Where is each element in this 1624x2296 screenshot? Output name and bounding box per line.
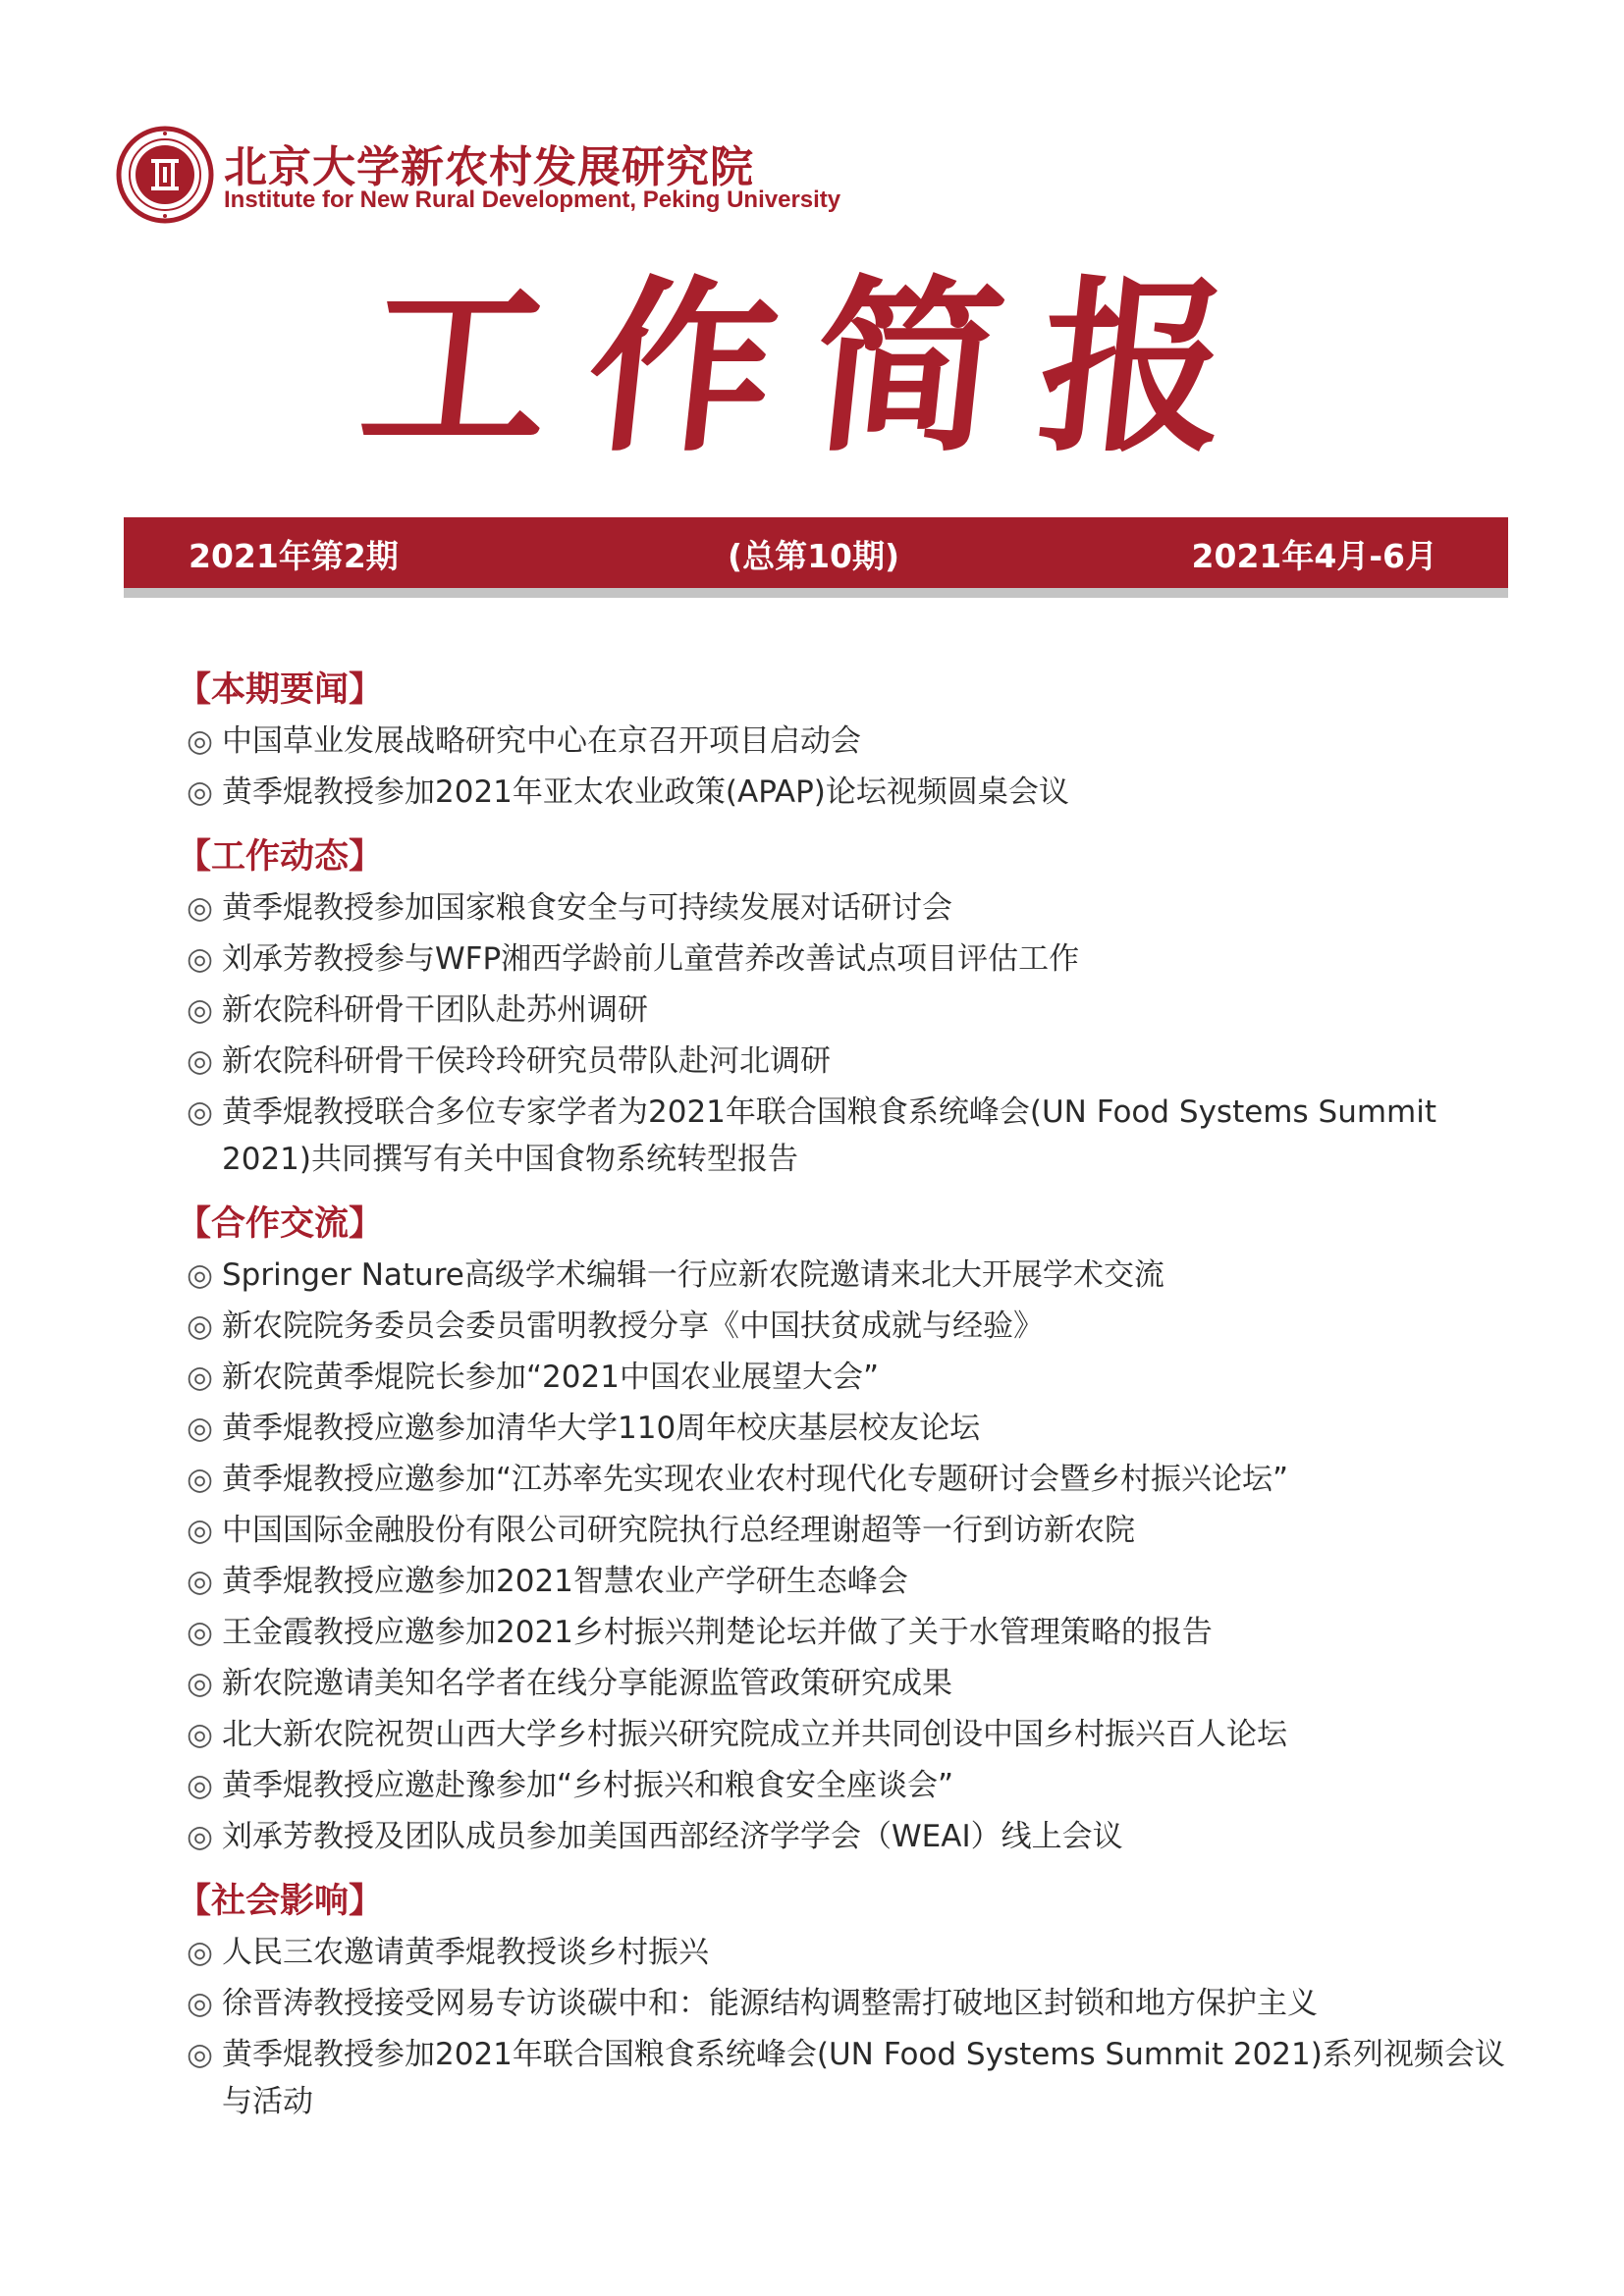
toc-item-text: 黄季焜教授应邀参加清华大学110周年校庆基层校友论坛 bbox=[222, 1411, 981, 1446]
toc-item-text: 刘承芳教授及团队成员参加美国西部经济学学会（WEAI）线上会议 bbox=[222, 1819, 1123, 1854]
bullet-icon: ◎ bbox=[187, 1513, 214, 1548]
bullet-icon: ◎ bbox=[187, 1462, 214, 1497]
section-title: 【合作交流】 bbox=[177, 1204, 384, 1244]
toc-section bbox=[177, 1874, 1522, 2125]
peking-university-seal-icon bbox=[116, 126, 214, 224]
bullet-icon: ◎ bbox=[187, 992, 214, 1028]
toc-item[interactable] bbox=[187, 1980, 1522, 2027]
toc-item[interactable] bbox=[187, 1558, 1522, 1605]
toc-item-text: 黄季焜教授应邀参加2021智慧农业产学研生态峰会 bbox=[222, 1564, 908, 1599]
bullet-icon: ◎ bbox=[187, 1411, 214, 1446]
bullet-icon: ◎ bbox=[187, 2037, 214, 2072]
toc-item-text: Springer Nature高级学术编辑一行应新农院邀请来北大开展学术交流 bbox=[222, 1257, 1164, 1293]
band-shadow bbox=[124, 588, 1508, 598]
section-title: 【工作动态】 bbox=[177, 837, 384, 877]
table-of-contents bbox=[177, 663, 1522, 2139]
bulletin-title: 工作简报 bbox=[352, 258, 1278, 477]
toc-item[interactable] bbox=[187, 987, 1522, 1034]
toc-item[interactable] bbox=[187, 884, 1522, 932]
toc-section bbox=[177, 1197, 1522, 1860]
toc-item-text: 人民三农邀请黄季焜教授谈乡村振兴 bbox=[222, 1935, 709, 1970]
toc-item-text: 新农院科研骨干团队赴苏州调研 bbox=[222, 992, 648, 1028]
bullet-icon: ◎ bbox=[187, 1768, 214, 1803]
bullet-icon: ◎ bbox=[187, 1935, 214, 1970]
toc-item[interactable] bbox=[187, 1303, 1522, 1350]
bullet-icon: ◎ bbox=[187, 774, 214, 810]
bullet-icon: ◎ bbox=[187, 1360, 214, 1395]
bullet-icon: ◎ bbox=[187, 1986, 214, 2021]
toc-item-text: 黄季焜教授联合多位专家学者为2021年联合国粮食系统峰会(UN Food Systems Summit 2021)共同撰写有关中国食物系统转型报告 bbox=[222, 1095, 1437, 1177]
toc-item-text: 中国草业发展战略研究中心在京召开项目启动会 bbox=[222, 723, 861, 759]
toc-item[interactable] bbox=[187, 935, 1522, 983]
toc-item[interactable] bbox=[187, 1609, 1522, 1656]
bullet-icon: ◎ bbox=[187, 1717, 214, 1752]
bullet-icon: ◎ bbox=[187, 941, 214, 977]
total-issue-number: (总第10期) bbox=[728, 537, 900, 575]
toc-section bbox=[177, 663, 1522, 816]
toc-item[interactable] bbox=[187, 1089, 1522, 1183]
toc-item-text: 黄季焜教授参加国家粮食安全与可持续发展对话研讨会 bbox=[222, 890, 952, 926]
toc-item[interactable] bbox=[187, 1507, 1522, 1554]
bullet-icon: ◎ bbox=[187, 1095, 214, 1130]
toc-item[interactable] bbox=[187, 1456, 1522, 1503]
toc-item-text: 新农院科研骨干侯玲玲研究员带队赴河北调研 bbox=[222, 1043, 831, 1079]
toc-item[interactable] bbox=[187, 769, 1522, 816]
toc-section bbox=[177, 829, 1522, 1183]
toc-item-text: 北大新农院祝贺山西大学乡村振兴研究院成立并共同创设中国乡村振兴百人论坛 bbox=[222, 1717, 1287, 1752]
toc-item-text: 新农院黄季焜院长参加“2021中国农业展望大会” bbox=[222, 1360, 880, 1395]
bullet-icon: ◎ bbox=[187, 1257, 214, 1293]
header bbox=[116, 126, 1000, 234]
toc-item[interactable] bbox=[187, 1252, 1522, 1299]
toc-item[interactable] bbox=[187, 1929, 1522, 1976]
toc-item[interactable] bbox=[187, 1405, 1522, 1452]
toc-item-text: 黄季焜教授应邀赴豫参加“乡村振兴和粮食安全座谈会” bbox=[222, 1768, 954, 1803]
section-title: 【社会影响】 bbox=[177, 1882, 384, 1921]
toc-item[interactable] bbox=[187, 2031, 1522, 2125]
toc-item[interactable] bbox=[187, 1762, 1522, 1809]
bullet-icon: ◎ bbox=[187, 1564, 214, 1599]
toc-item-text: 黄季焜教授参加2021年亚太农业政策(APAP)论坛视频圆桌会议 bbox=[222, 774, 1069, 810]
toc-item-text: 中国国际金融股份有限公司研究院执行总经理谢超等一行到访新农院 bbox=[222, 1513, 1135, 1548]
toc-item[interactable] bbox=[187, 1660, 1522, 1707]
toc-item-text: 新农院邀请美知名学者在线分享能源监管政策研究成果 bbox=[222, 1666, 952, 1701]
bullet-icon: ◎ bbox=[187, 1043, 214, 1079]
bullet-icon: ◎ bbox=[187, 1666, 214, 1701]
issue-number: 2021年第2期 bbox=[189, 537, 399, 575]
bullet-icon: ◎ bbox=[187, 890, 214, 926]
toc-item-text: 黄季焜教授应邀参加“江苏率先实现农业农村现代化专题研讨会暨乡村振兴论坛” bbox=[222, 1462, 1289, 1497]
toc-item[interactable] bbox=[187, 718, 1522, 765]
toc-item-text: 黄季焜教授参加2021年联合国粮食系统峰会(UN Food Systems Summit 2021)系列视频会议与活动 bbox=[222, 2037, 1505, 2119]
bullet-icon: ◎ bbox=[187, 1819, 214, 1854]
toc-item-text: 徐晋涛教授接受网易专访谈碳中和：能源结构调整需打破地区封锁和地方保护主义 bbox=[222, 1986, 1318, 2021]
toc-item-text: 王金霞教授应邀参加2021乡村振兴荆楚论坛并做了关于水管理策略的报告 bbox=[222, 1615, 1213, 1650]
toc-item-text: 新农院院务委员会委员雷明教授分享《中国扶贫成就与经验》 bbox=[222, 1308, 1044, 1344]
toc-item[interactable] bbox=[187, 1813, 1522, 1860]
section-title: 【本期要闻】 bbox=[177, 670, 384, 710]
bullet-icon: ◎ bbox=[187, 1615, 214, 1650]
issue-band bbox=[124, 517, 1508, 588]
toc-item[interactable] bbox=[187, 1038, 1522, 1085]
institute-name-cn: 北京大学新农村发展研究院 bbox=[224, 142, 754, 192]
bullet-icon: ◎ bbox=[187, 723, 214, 759]
toc-item[interactable] bbox=[187, 1354, 1522, 1401]
institute-name-en: Institute for New Rural Development, Peking University bbox=[224, 187, 841, 213]
bullet-icon: ◎ bbox=[187, 1308, 214, 1344]
toc-item-text: 刘承芳教授参与WFP湘西学龄前儿童营养改善试点项目评估工作 bbox=[222, 941, 1080, 977]
issue-period: 2021年4月-6月 bbox=[1191, 537, 1437, 575]
toc-item[interactable] bbox=[187, 1711, 1522, 1758]
